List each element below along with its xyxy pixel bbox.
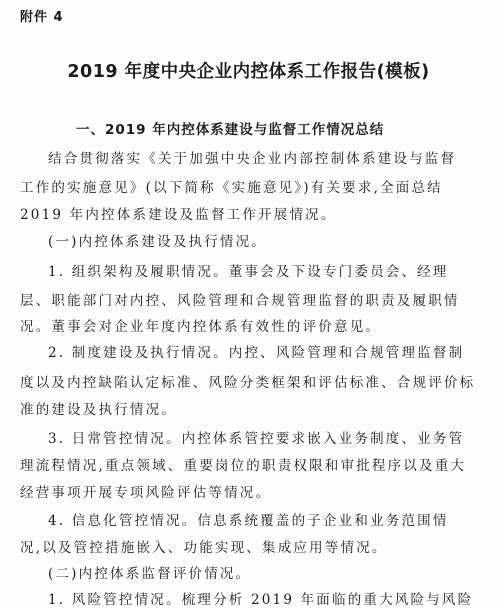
intro-line: 结合贯彻落实《关于加强中央企业内部控制体系建设与监督 bbox=[48, 151, 457, 167]
paragraph-line: 况,以及管控措施嵌入、功能实现、集成应用等情况。 bbox=[20, 540, 388, 556]
paragraph-line: 度以及内控缺陷认定标准、风险分类框架和评估标准、合规评价标 bbox=[20, 375, 476, 391]
paragraph-line: 2. 制度建设及执行情况。内控、风险管理和合规管理监督制 bbox=[48, 345, 465, 361]
paragraph-line: 层、职能部门对内控、风险管理和合规管理监督的职责及履职情 bbox=[20, 293, 460, 309]
paragraph-line: 况。董事会对企业年度内控体系有效性的评价意见。 bbox=[20, 319, 382, 335]
document-title: 2019 年度中央企业内控体系工作报告(模板) bbox=[67, 62, 430, 82]
paragraph-line: 1. 组织架构及履职情况。董事会及下设专门委员会、经理 bbox=[48, 264, 449, 280]
section-heading: 一、2019 年内控体系建设与监督工作情况总结 bbox=[76, 122, 385, 138]
intro-line: 工作的实施意见》(以下简称《实施意见》)有关要求,全面总结 bbox=[20, 180, 443, 196]
subsection-heading: (二)内控体系监督评价情况。 bbox=[48, 566, 252, 582]
paragraph-line: 经营事项开展专项风险评估等情况。 bbox=[20, 485, 272, 501]
subsection-heading: (一)内控体系建设及执行情况。 bbox=[48, 234, 268, 250]
intro-line: 2019 年内控体系建设及监督工作开展情况。 bbox=[20, 207, 337, 223]
attachment-label: 附件 4 bbox=[20, 10, 64, 25]
paragraph-line: 理流程情况,重点领域、重要岗位的职责权限和审批程序以及重大 bbox=[20, 458, 467, 474]
paragraph-line: 1. 风险管控情况。梳理分析 2019 年面临的重大风险与风险 bbox=[48, 592, 474, 608]
paragraph-line: 3. 日常管控情况。内控体系管控要求嵌入业务制度、业务管 bbox=[48, 431, 465, 447]
paragraph-line: 4. 信息化管控情况。信息系统覆盖的子企业和业务范围情 bbox=[48, 513, 449, 529]
paragraph-line: 准的建设及执行情况。 bbox=[20, 402, 177, 418]
